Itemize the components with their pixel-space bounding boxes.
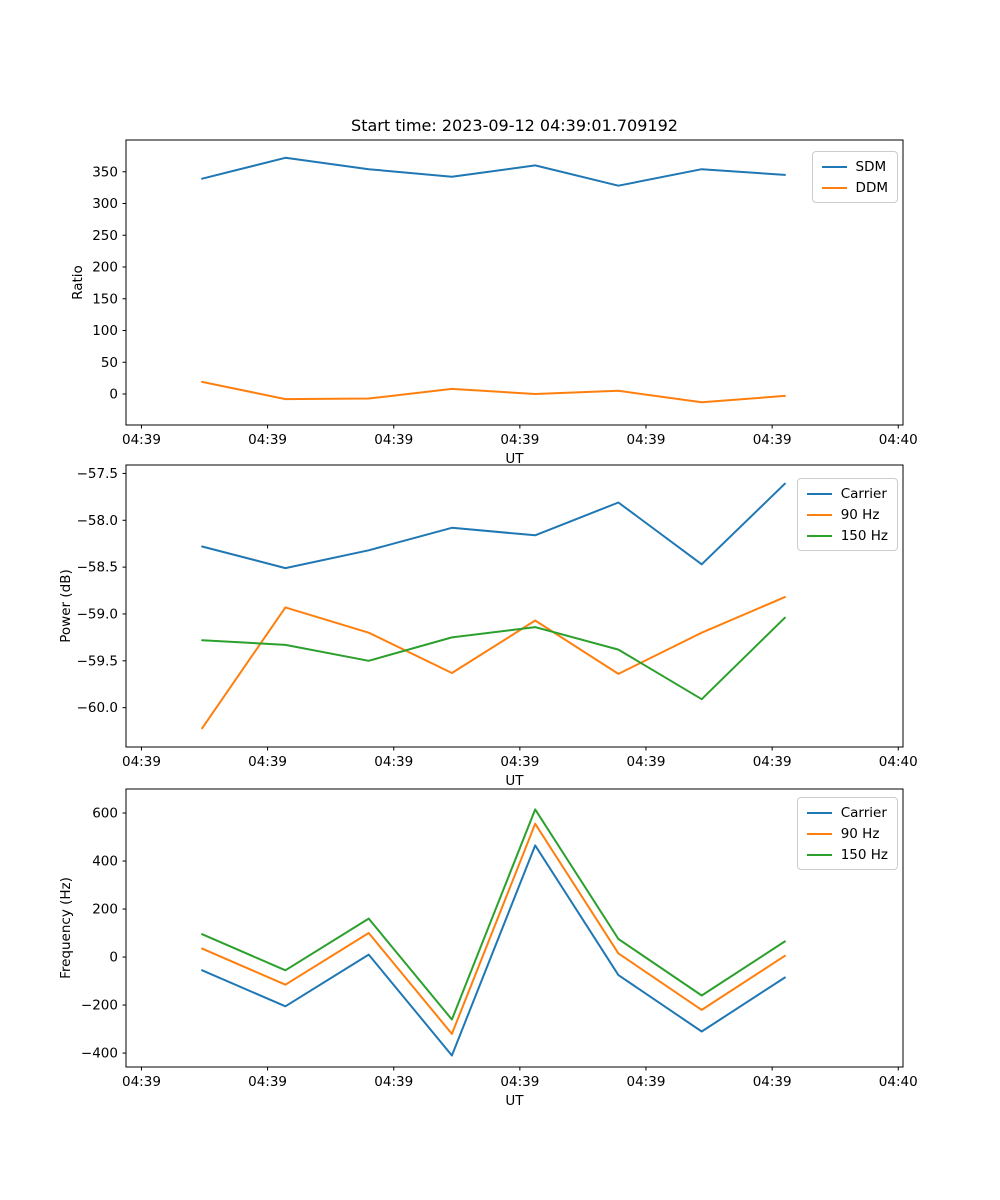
axes-frame <box>126 465 903 747</box>
chart-1 <box>58 465 918 789</box>
legend-item <box>807 802 888 823</box>
y-tick-label: −60.0 <box>76 700 118 717</box>
legend-label: 90 Hz <box>840 506 880 523</box>
y-tick-label: 300 <box>92 196 118 213</box>
series-line-90-hz <box>202 824 785 1034</box>
legend-line-sample <box>807 854 832 856</box>
x-axis-label: UT <box>505 773 524 789</box>
y-tick-label: 0 <box>109 949 118 966</box>
legend-line-sample <box>807 812 832 814</box>
legend-item <box>822 177 888 198</box>
y-tick-label: 400 <box>92 853 118 870</box>
legend-item <box>807 504 888 525</box>
x-tick-label: 04:39 <box>122 432 161 448</box>
chart-2 <box>58 789 918 1109</box>
x-axis-label: UT <box>505 1093 524 1109</box>
figure-title: Start time: 2023-09-12 04:39:01.709192 <box>351 116 678 135</box>
x-tick-label: 04:39 <box>626 754 666 770</box>
legend-label: Carrier <box>840 804 887 821</box>
x-tick-label: 04:40 <box>878 1074 918 1090</box>
y-axis-label: Ratio <box>70 265 86 300</box>
y-tick-label: 0 <box>109 386 118 403</box>
y-axis-label: Power (dB) <box>58 569 74 643</box>
y-tick-label: −57.5 <box>76 465 118 482</box>
series-line-150-hz <box>202 618 785 700</box>
legend-line-sample <box>807 514 832 516</box>
x-tick-label: 04:39 <box>752 754 792 770</box>
legend-line-sample <box>822 166 847 168</box>
x-tick-label: 04:39 <box>752 1074 792 1090</box>
series-line-90-hz <box>202 597 785 728</box>
legend-item <box>807 483 888 504</box>
legend-item <box>807 823 888 844</box>
y-tick-label: −59.5 <box>76 653 118 670</box>
y-tick-label: 350 <box>92 164 118 181</box>
y-tick-label: −58.0 <box>76 512 118 529</box>
legend-line-sample <box>807 833 832 835</box>
x-tick-label: 04:39 <box>374 1074 414 1090</box>
x-tick-label: 04:40 <box>878 432 918 448</box>
y-tick-label: 150 <box>92 291 118 308</box>
x-tick-label: 04:39 <box>500 432 540 448</box>
legend-label: 90 Hz <box>840 825 880 842</box>
x-tick-label: 04:39 <box>248 432 288 448</box>
y-tick-label: 50 <box>100 354 118 371</box>
legend-label: DDM <box>855 179 888 196</box>
y-tick-label: 200 <box>92 259 118 276</box>
legend-item <box>807 844 888 865</box>
x-tick-label: 04:39 <box>122 754 161 770</box>
legend-label: 150 Hz <box>840 846 888 863</box>
y-tick-label: −400 <box>80 1045 118 1062</box>
x-tick-label: 04:39 <box>626 1074 666 1090</box>
y-tick-label: 200 <box>92 901 118 918</box>
series-line-sdm <box>202 158 785 186</box>
y-tick-label: 100 <box>92 323 118 340</box>
series-line-carrier <box>202 484 785 568</box>
axes-frame <box>126 789 903 1067</box>
x-tick-label: 04:40 <box>878 754 918 770</box>
x-tick-label: 04:39 <box>752 432 792 448</box>
x-tick-label: 04:39 <box>248 754 288 770</box>
x-tick-label: 04:39 <box>626 432 666 448</box>
legend-label: 150 Hz <box>840 527 888 544</box>
legend-line-sample <box>807 493 832 495</box>
legend-chart-0 <box>812 151 898 203</box>
y-tick-label: 250 <box>92 227 118 244</box>
y-tick-label: −200 <box>80 997 118 1014</box>
x-tick-label: 04:39 <box>248 1074 288 1090</box>
x-axis-label: UT <box>505 451 524 467</box>
y-tick-label: −58.5 <box>76 559 118 576</box>
chart-0 <box>70 140 918 467</box>
legend-label: SDM <box>855 158 887 175</box>
legend-line-sample <box>822 187 847 189</box>
y-axis-label: Frequency (Hz) <box>58 877 74 979</box>
series-line-150-hz <box>202 809 785 1019</box>
legend-label: Carrier <box>840 485 887 502</box>
legend-item <box>822 156 888 177</box>
legend-chart-2 <box>797 797 898 870</box>
axes-frame <box>126 140 903 425</box>
series-line-ddm <box>202 382 785 402</box>
series-line-carrier <box>202 845 785 1055</box>
x-tick-label: 04:39 <box>122 1074 161 1090</box>
x-tick-label: 04:39 <box>374 754 414 770</box>
x-tick-label: 04:39 <box>374 432 414 448</box>
legend-item <box>807 525 888 546</box>
legend-chart-1 <box>797 478 898 551</box>
x-tick-label: 04:39 <box>500 1074 540 1090</box>
x-tick-label: 04:39 <box>500 754 540 770</box>
y-tick-label: 600 <box>92 805 118 822</box>
y-tick-label: −59.0 <box>76 606 118 623</box>
legend-line-sample <box>807 535 832 537</box>
